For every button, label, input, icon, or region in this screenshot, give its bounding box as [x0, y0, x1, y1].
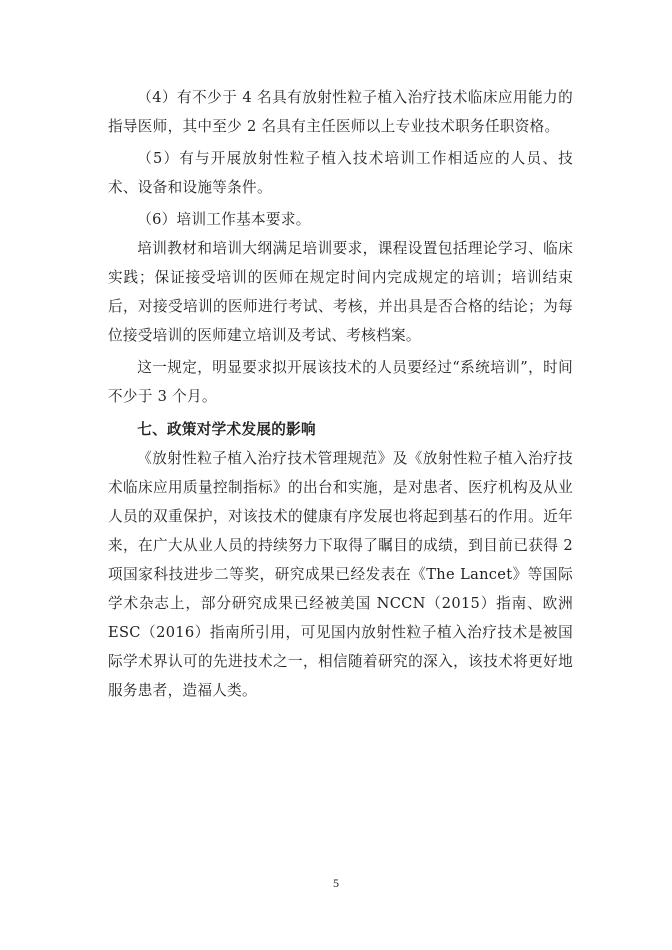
- paragraph-requirement-5: （5）有与开展放射性粒子植入技术培训工作相适应的人员、技术、设备和设施等条件。: [108, 150, 573, 196]
- page-number: 5: [333, 876, 339, 890]
- paragraph-training-summary: 这一规定，明显要求拟开展该技术的人员要经过“系统培训”，时间不少于 3 个月。: [108, 359, 573, 405]
- paragraph-requirement-4: （4）有不少于 4 名具有放射性粒子植入治疗技术临床应用能力的指导医师，其中至少 2 名具有主任医师以上专业技术职务任职资格。: [108, 89, 573, 135]
- section-heading: 七、政策对学术发展的影响: [137, 421, 316, 438]
- paragraph-policy-impact: 《放射性粒子植入治疗技术管理规范》及《放射性粒子植入治疗技术临床应用质量控制指标》的出台和实施，是对患者、医疗机构及从业人员的双重保护，对该技术的健康有序发展也将起到基石的作用。近年来，在广大从业人员的持续努力下取得了瞩目的成绩，到目前已获得 2 项国家科技进步二等奖，研究成果已经发表在《The Lancet》等国际学术杂志上，部分研究成果已经被美国 NCCN（2015）指南、欧洲 ESC（2016）指南所引用，可见国内放射性粒子植入治疗技术是被国际学术界认可的先进技术之一，相信随着研究的深入，该技术将更好地服务患者，造福人类。: [108, 450, 573, 699]
- paragraph-requirement-6: （6）培训工作基本要求。: [137, 211, 311, 228]
- document-body: [108, 83, 573, 705]
- paragraph-training-details: 培训教材和培训大纲满足培训要求，课程设置包括理论学习、临床实践；保证接受培训的医师在规定时间内完成规定的培训；培训结束后，对接受培训的医师进行考试、考核，并出具是否合格的结论；为每位接受培训的医师建立培训及考试、考核档案。: [108, 240, 573, 344]
